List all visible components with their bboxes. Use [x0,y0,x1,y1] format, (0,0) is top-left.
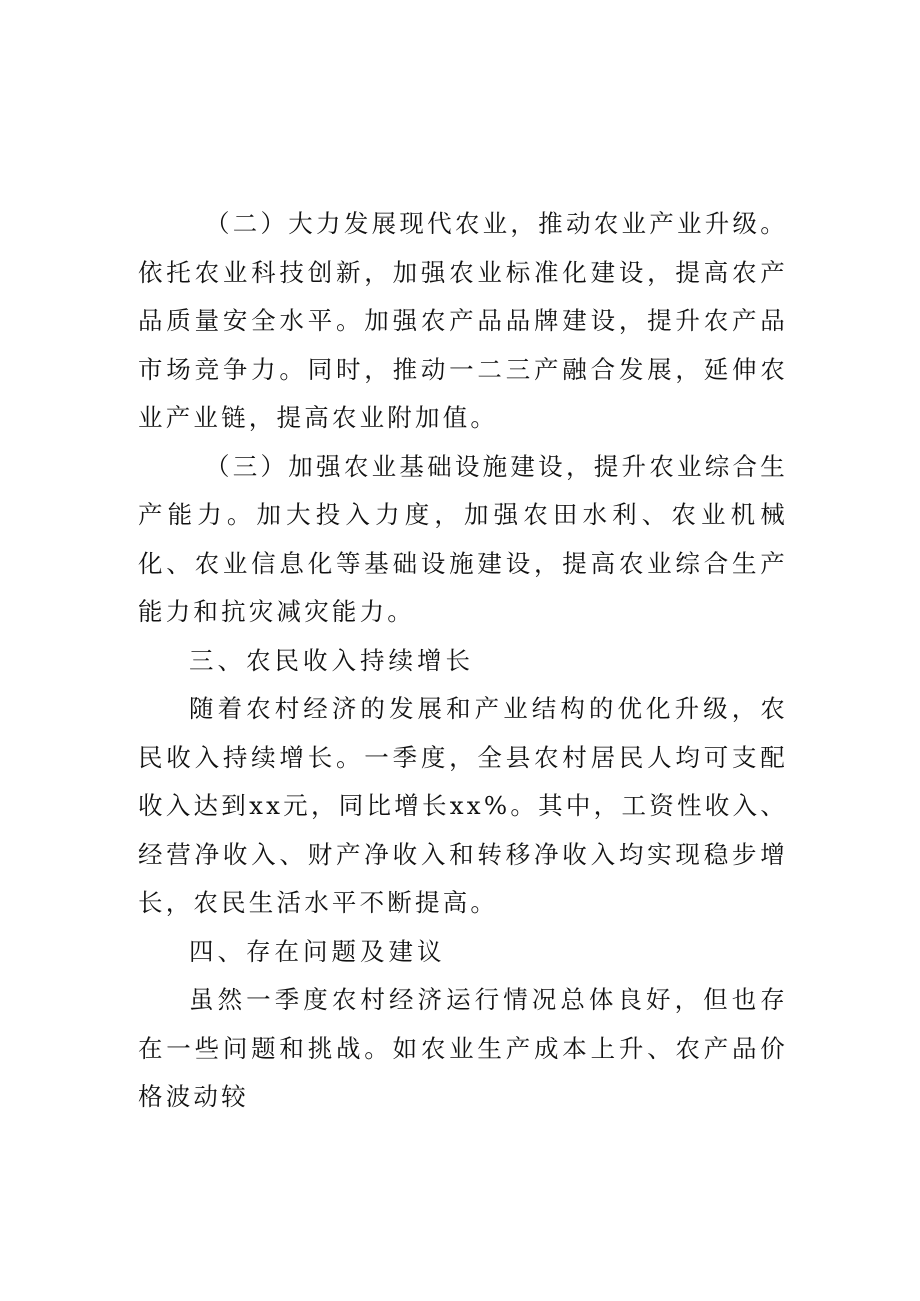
paragraph-farmer-income: 随着农村经济的发展和产业结构的优化升级，农民收入持续增长。一季度，全县农村居民人均可支配收入达到xx元，同比增长xx%。其中，工资性收入、经营净收入、财产净收入和转移净收入均实现稳步增长，农民生活水平不断提高。 [138,694,788,917]
document-body [138,200,788,1122]
section-heading-farmer-income: 三、农民收入持续增长 [189,645,474,675]
section-heading-issues-suggestions: 四、存在问题及建议 [189,936,446,966]
paragraph-issues: 虽然一季度农村经济运行情况总体良好，但也存在一些问题和挑战。如农业生产成本上升、农产品价格波动较 [138,985,788,1111]
paragraph-agri-modernization: （二）大力发展现代农业，推动农业产业升级。依托农业科技创新，加强农业标准化建设，提高农产品质量安全水平。加强农产品品牌建设，提升农产品市场竞争力。同时，推动一二三产融合发展，延伸农业产业链，提高农业附加值。 [138,209,788,432]
paragraph-agri-infrastructure: （三）加强农业基础设施建设，提升农业综合生产能力。加大投入力度，加强农田水利、农业机械化、农业信息化等基础设施建设，提高农业综合生产能力和抗灾减灾能力。 [138,451,788,626]
